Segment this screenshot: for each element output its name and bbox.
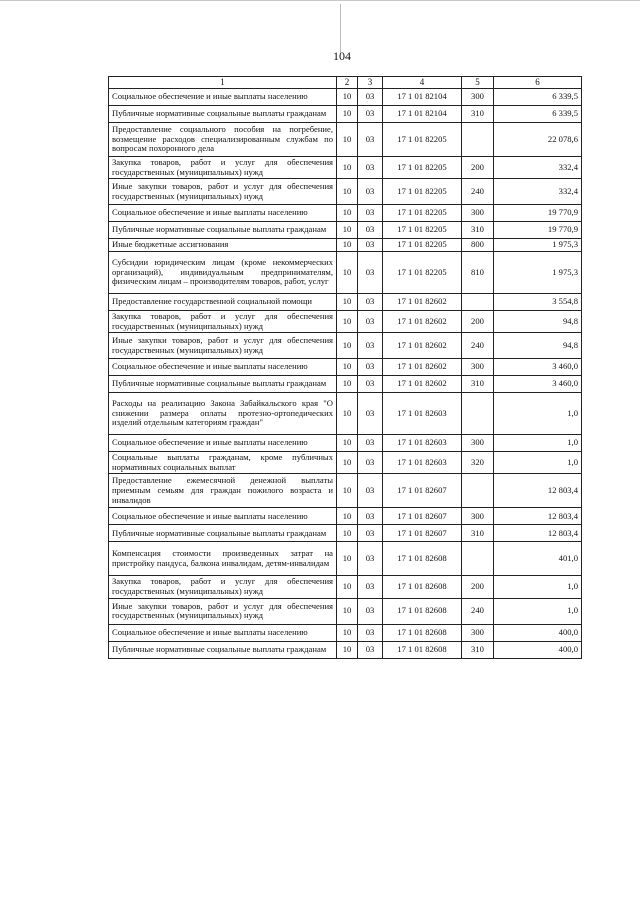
table-row [109,624,582,641]
amount-cell: 1,0 [494,452,582,474]
row-name-cell: Публичные нормативные социальные выплаты гражданам [109,376,337,393]
table-row [109,310,582,332]
expense-type-cell: 300 [462,508,494,525]
expense-type-cell: 320 [462,452,494,474]
section-cell: 10 [337,179,358,205]
amount-cell: 6 339,5 [494,106,582,123]
row-name-cell: Закупка товаров, работ и услуг для обеспечения государственных (муниципальных) нужд [109,157,337,179]
expense-type-cell: 310 [462,376,494,393]
section-cell: 10 [337,239,358,252]
amount-cell: 12 803,4 [494,508,582,525]
target-article-cell: 17 1 01 82608 [383,641,462,658]
section-cell: 10 [337,598,358,624]
section-cell: 10 [337,376,358,393]
section-cell: 10 [337,251,358,293]
target-article-cell: 17 1 01 82602 [383,293,462,310]
target-article-cell: 17 1 01 82205 [383,222,462,239]
expense-type-cell: 200 [462,310,494,332]
amount-cell: 401,0 [494,542,582,576]
subsection-cell: 03 [358,525,383,542]
subsection-cell: 03 [358,435,383,452]
subsection-cell: 03 [358,89,383,106]
table-row [109,508,582,525]
row-name-cell: Предоставление ежемесячной денежной выплаты приемным семьям для граждан пожилого возраста и инвалидов [109,474,337,508]
subsection-cell: 03 [358,157,383,179]
target-article-cell: 17 1 01 82608 [383,542,462,576]
column-header: 4 [383,77,462,89]
amount-cell: 400,0 [494,641,582,658]
section-cell: 10 [337,474,358,508]
amount-cell: 3 460,0 [494,359,582,376]
target-article-cell: 17 1 01 82607 [383,508,462,525]
row-name-cell: Социальное обеспечение и иные выплаты населению [109,624,337,641]
section-cell: 10 [337,359,358,376]
section-cell: 10 [337,624,358,641]
subsection-cell: 03 [358,251,383,293]
expense-type-cell [462,542,494,576]
section-cell: 10 [337,89,358,106]
expense-type-cell [462,123,494,157]
column-header: 2 [337,77,358,89]
row-name-cell: Социальное обеспечение и иные выплаты населению [109,508,337,525]
amount-cell: 1 975,3 [494,239,582,252]
target-article-cell: 17 1 01 82205 [383,251,462,293]
subsection-cell: 03 [358,508,383,525]
amount-cell: 1,0 [494,598,582,624]
expense-type-cell: 240 [462,598,494,624]
table-row [109,359,582,376]
target-article-cell: 17 1 01 82205 [383,205,462,222]
subsection-cell: 03 [358,393,383,435]
amount-cell: 332,4 [494,157,582,179]
expense-type-cell: 200 [462,576,494,598]
target-article-cell: 17 1 01 82608 [383,598,462,624]
page-number: 104 [333,49,351,63]
amount-cell: 3 460,0 [494,376,582,393]
subsection-cell: 03 [358,310,383,332]
table-row [109,542,582,576]
table-row [109,179,582,205]
row-name-cell: Иные закупки товаров, работ и услуг для обеспечения государственных (муниципальных) нужд [109,598,337,624]
table-row [109,435,582,452]
section-cell: 10 [337,310,358,332]
amount-cell: 1,0 [494,435,582,452]
target-article-cell: 17 1 01 82205 [383,179,462,205]
target-article-cell: 17 1 01 82607 [383,525,462,542]
row-name-cell: Закупка товаров, работ и услуг для обеспечения государственных (муниципальных) нужд [109,576,337,598]
target-article-cell: 17 1 01 82205 [383,123,462,157]
table-header-row [109,77,582,89]
subsection-cell: 03 [358,598,383,624]
row-name-cell: Предоставление социального пособия на погребение, возмещение расходов специализированным службам по вопросам похоронного дела [109,123,337,157]
amount-cell: 12 803,4 [494,474,582,508]
column-header: 3 [358,77,383,89]
target-article-cell: 17 1 01 82603 [383,452,462,474]
expense-type-cell: 240 [462,333,494,359]
subsection-cell: 03 [358,205,383,222]
table-row [109,89,582,106]
row-name-cell: Социальное обеспечение и иные выплаты населению [109,205,337,222]
subsection-cell: 03 [358,452,383,474]
row-name-cell: Субсидии юридическим лицам (кроме некоммерческих организаций), индивидуальным предпринимателям, физическим лицам – производителям товаров, работ, услуг [109,251,337,293]
amount-cell: 332,4 [494,179,582,205]
expense-type-cell [462,293,494,310]
subsection-cell: 03 [358,624,383,641]
expense-type-cell: 810 [462,251,494,293]
row-name-cell: Социальное обеспечение и иные выплаты населению [109,89,337,106]
amount-cell: 94,8 [494,310,582,332]
section-cell: 10 [337,508,358,525]
expense-type-cell: 310 [462,525,494,542]
expense-type-cell: 310 [462,222,494,239]
target-article-cell: 17 1 01 82602 [383,310,462,332]
expense-type-cell: 310 [462,641,494,658]
expense-type-cell: 310 [462,106,494,123]
expense-type-cell: 240 [462,179,494,205]
table-row [109,474,582,508]
table-row [109,205,582,222]
subsection-cell: 03 [358,641,383,658]
column-header: 6 [494,77,582,89]
target-article-cell: 17 1 01 82603 [383,435,462,452]
table-row [109,525,582,542]
table-row [109,598,582,624]
target-article-cell: 17 1 01 82104 [383,106,462,123]
subsection-cell: 03 [358,333,383,359]
target-article-cell: 17 1 01 82603 [383,393,462,435]
subsection-cell: 03 [358,222,383,239]
row-name-cell: Расходы на реализацию Закона Забайкальского края "О снижении размера оплаты протезно-ортопедических изделий отдельным категориям граждан" [109,393,337,435]
table-body [109,89,582,659]
table-row [109,641,582,658]
row-name-cell: Закупка товаров, работ и услуг для обеспечения государственных (муниципальных) нужд [109,310,337,332]
section-cell: 10 [337,106,358,123]
amount-cell: 94,8 [494,333,582,359]
column-header: 5 [462,77,494,89]
table-row [109,251,582,293]
target-article-cell: 17 1 01 82602 [383,333,462,359]
target-article-cell: 17 1 01 82608 [383,624,462,641]
section-cell: 10 [337,157,358,179]
row-name-cell: Компенсация стоимости произведенных затрат на пристройку пандуса, балкона инвалидам, детям-инвалидам [109,542,337,576]
section-cell: 10 [337,452,358,474]
amount-cell: 22 078,6 [494,123,582,157]
amount-cell: 19 770,9 [494,205,582,222]
table-row [109,333,582,359]
row-name-cell: Предоставление государственной социальной помощи [109,293,337,310]
table-row [109,452,582,474]
table-row [109,222,582,239]
subsection-cell: 03 [358,123,383,157]
subsection-cell: 03 [358,474,383,508]
scan-edge-line [0,0,640,1]
table-row [109,376,582,393]
table-row [109,106,582,123]
row-name-cell: Иные бюджетные ассигнования [109,239,337,252]
budget-table [108,76,582,659]
section-cell: 10 [337,293,358,310]
expense-type-cell: 800 [462,239,494,252]
expense-type-cell: 300 [462,205,494,222]
row-name-cell: Иные закупки товаров, работ и услуг для обеспечения государственных (муниципальных) нужд [109,333,337,359]
amount-cell: 19 770,9 [494,222,582,239]
table-row [109,157,582,179]
row-name-cell: Социальное обеспечение и иные выплаты населению [109,359,337,376]
amount-cell: 1,0 [494,576,582,598]
section-cell: 10 [337,222,358,239]
subsection-cell: 03 [358,106,383,123]
expense-type-cell: 300 [462,359,494,376]
amount-cell: 3 554,8 [494,293,582,310]
target-article-cell: 17 1 01 82608 [383,576,462,598]
section-cell: 10 [337,435,358,452]
row-name-cell: Публичные нормативные социальные выплаты гражданам [109,222,337,239]
section-cell: 10 [337,123,358,157]
row-name-cell: Публичные нормативные социальные выплаты гражданам [109,106,337,123]
row-name-cell: Иные закупки товаров, работ и услуг для обеспечения государственных (муниципальных) нужд [109,179,337,205]
row-name-cell: Публичные нормативные социальные выплаты гражданам [109,641,337,658]
section-cell: 10 [337,393,358,435]
amount-cell: 1 975,3 [494,251,582,293]
table-row [109,393,582,435]
expense-type-cell: 300 [462,435,494,452]
section-cell: 10 [337,205,358,222]
expense-type-cell: 300 [462,624,494,641]
expense-type-cell [462,393,494,435]
amount-cell: 12 803,4 [494,525,582,542]
subsection-cell: 03 [358,576,383,598]
row-name-cell: Социальные выплаты гражданам, кроме публичных нормативных социальных выплат [109,452,337,474]
subsection-cell: 03 [358,293,383,310]
target-article-cell: 17 1 01 82602 [383,376,462,393]
expense-type-cell [462,474,494,508]
target-article-cell: 17 1 01 82205 [383,239,462,252]
section-cell: 10 [337,333,358,359]
target-article-cell: 17 1 01 82205 [383,157,462,179]
subsection-cell: 03 [358,542,383,576]
row-name-cell: Социальное обеспечение и иные выплаты населению [109,435,337,452]
table-row [109,293,582,310]
scan-fold-line [340,4,341,54]
table-row [109,576,582,598]
subsection-cell: 03 [358,239,383,252]
table-row [109,123,582,157]
row-name-cell: Публичные нормативные социальные выплаты гражданам [109,525,337,542]
target-article-cell: 17 1 01 82104 [383,89,462,106]
subsection-cell: 03 [358,179,383,205]
section-cell: 10 [337,542,358,576]
amount-cell: 400,0 [494,624,582,641]
amount-cell: 1,0 [494,393,582,435]
amount-cell: 6 339,5 [494,89,582,106]
expense-type-cell: 200 [462,157,494,179]
table-row [109,239,582,252]
target-article-cell: 17 1 01 82602 [383,359,462,376]
subsection-cell: 03 [358,376,383,393]
section-cell: 10 [337,641,358,658]
section-cell: 10 [337,525,358,542]
column-header: 1 [109,77,337,89]
subsection-cell: 03 [358,359,383,376]
expense-type-cell: 300 [462,89,494,106]
section-cell: 10 [337,576,358,598]
target-article-cell: 17 1 01 82607 [383,474,462,508]
